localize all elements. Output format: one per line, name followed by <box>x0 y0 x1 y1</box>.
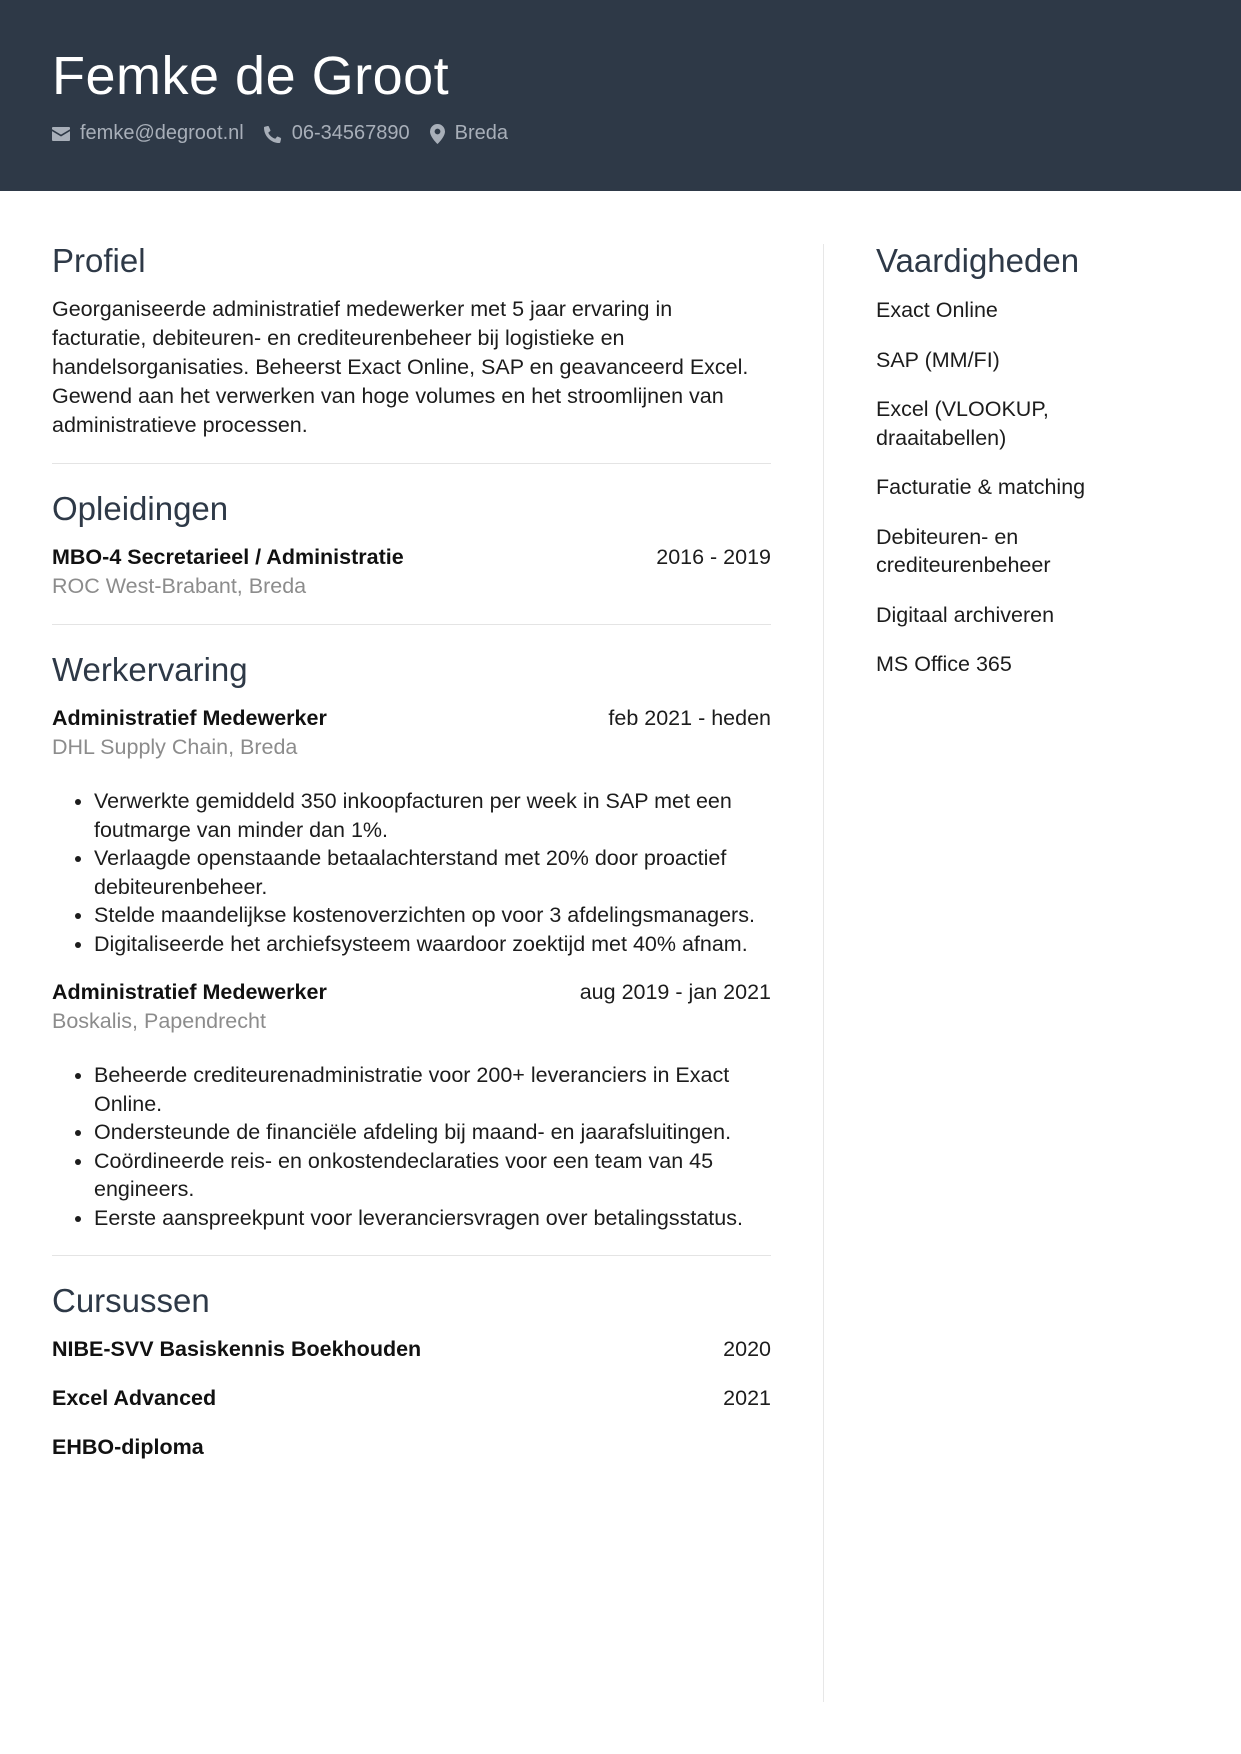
bullet-item: • Eerste aanspreekpunt voor leveranciersvragen over betalingsstatus. <box>94 1204 771 1233</box>
section-divider <box>52 624 771 625</box>
envelope-icon <box>52 127 70 141</box>
skill-item: SAP (MM/FI) <box>876 347 1000 372</box>
course-title: NIBE-SVV Basiskennis Boekhouden <box>52 1337 422 1361</box>
contact-email <box>52 122 244 145</box>
skills-heading: Vaardigheden <box>876 242 1080 279</box>
experience-entry-header <box>52 978 771 1007</box>
course-title: EHBO-diploma <box>52 1435 204 1459</box>
bullet-item: • Verlaagde openstaande betaalachterstand met 20% door proactief debiteurenbeheer. <box>94 844 771 901</box>
profile-text: Georganiseerde administratief medewerker met 5 jaar ervaring in facturatie, debiteuren- en crediteurenbeheer bij logistieke en handelsorganisaties. Beheerst Exact Online, SAP en geavanceerd Excel. Gewend aan het verwerken van hoge volumes en het stroomlijnen van administratieve processen. <box>52 297 749 437</box>
column-divider <box>823 244 824 1702</box>
sidebar-column <box>876 240 1196 700</box>
experience-entry <box>52 704 771 958</box>
skill-item: Excel (VLOOKUP, draaitabellen) <box>876 397 1049 450</box>
course-entry <box>52 1335 771 1364</box>
job-employer: DHL Supply Chain, Breda <box>52 735 298 759</box>
job-title: Administratief Medewerker <box>52 706 327 730</box>
education-institution: ROC West-Brabant, Breda <box>52 574 307 598</box>
section-divider <box>52 463 771 464</box>
main-column <box>52 240 771 1462</box>
course-date: 2021 <box>723 1386 771 1410</box>
education-entry <box>52 543 771 601</box>
course-row <box>52 1433 771 1462</box>
education-heading: Opleidingen <box>52 490 229 527</box>
course-row <box>52 1335 771 1364</box>
candidate-name: Femke de Groot <box>52 46 450 106</box>
location-text: Breda <box>454 122 508 144</box>
skill-item: Debiteuren- en crediteurenbeheer <box>876 524 1051 577</box>
contact-phone <box>264 122 410 145</box>
skill-item: MS Office 365 <box>876 652 1012 676</box>
contact-info <box>52 122 528 145</box>
bullet-item: • Ondersteunde de financiële afdeling bij maand- en jaarafsluitingen. <box>94 1118 771 1147</box>
experience-heading: Werkervaring <box>52 651 248 688</box>
job-employer: Boskalis, Papendrecht <box>52 1009 266 1033</box>
skills-list <box>876 296 1196 679</box>
experience-entry-header <box>52 704 771 733</box>
phone-icon <box>264 125 282 143</box>
contact-location <box>430 122 508 145</box>
job-bullets <box>52 1061 771 1232</box>
bullet-item: • Digitaliseerde het archiefsysteem waardoor zoektijd met 40% afnam. <box>94 930 771 959</box>
bullet-item: • Verwerkte gemiddeld 350 inkoopfacturen per week in SAP met een foutmarge van minder dan 1%. <box>94 787 771 844</box>
course-date: 2020 <box>723 1337 771 1361</box>
job-date: feb 2021 - heden <box>608 706 771 730</box>
education-title: MBO-4 Secretarieel / Administratie <box>52 545 404 569</box>
phone-text: 06-34567890 <box>291 122 410 144</box>
course-entry <box>52 1433 771 1462</box>
education-date: 2016 - 2019 <box>656 545 771 569</box>
email-text: femke@degroot.nl <box>80 122 244 144</box>
bullet-item: • Beheerde crediteurenadministratie voor 200+ leveranciers in Exact Online. <box>94 1061 771 1118</box>
bullet-item: • Stelde maandelijkse kostenoverzichten op voor 3 afdelingsmanagers. <box>94 901 771 930</box>
education-entry-header <box>52 543 771 572</box>
job-title: Administratief Medewerker <box>52 980 327 1004</box>
bullet-item: • Coördineerde reis- en onkostendeclaraties voor een team van 45 engineers. <box>94 1147 771 1204</box>
skill-item: Facturatie & matching <box>876 475 1086 499</box>
course-title: Excel Advanced <box>52 1386 217 1410</box>
skill-item: Digitaal archiveren <box>876 602 1055 627</box>
skill-item: Exact Online <box>876 298 998 322</box>
job-date: aug 2019 - jan 2021 <box>579 980 771 1004</box>
course-entry <box>52 1384 771 1413</box>
courses-heading: Cursussen <box>52 1282 210 1319</box>
section-divider <box>52 1255 771 1256</box>
experience-entry <box>52 978 771 1232</box>
profile-heading: Profiel <box>52 242 146 279</box>
job-bullets <box>52 787 771 958</box>
resume-header <box>0 0 1241 191</box>
course-row <box>52 1384 771 1413</box>
map-pin-icon <box>430 124 445 144</box>
